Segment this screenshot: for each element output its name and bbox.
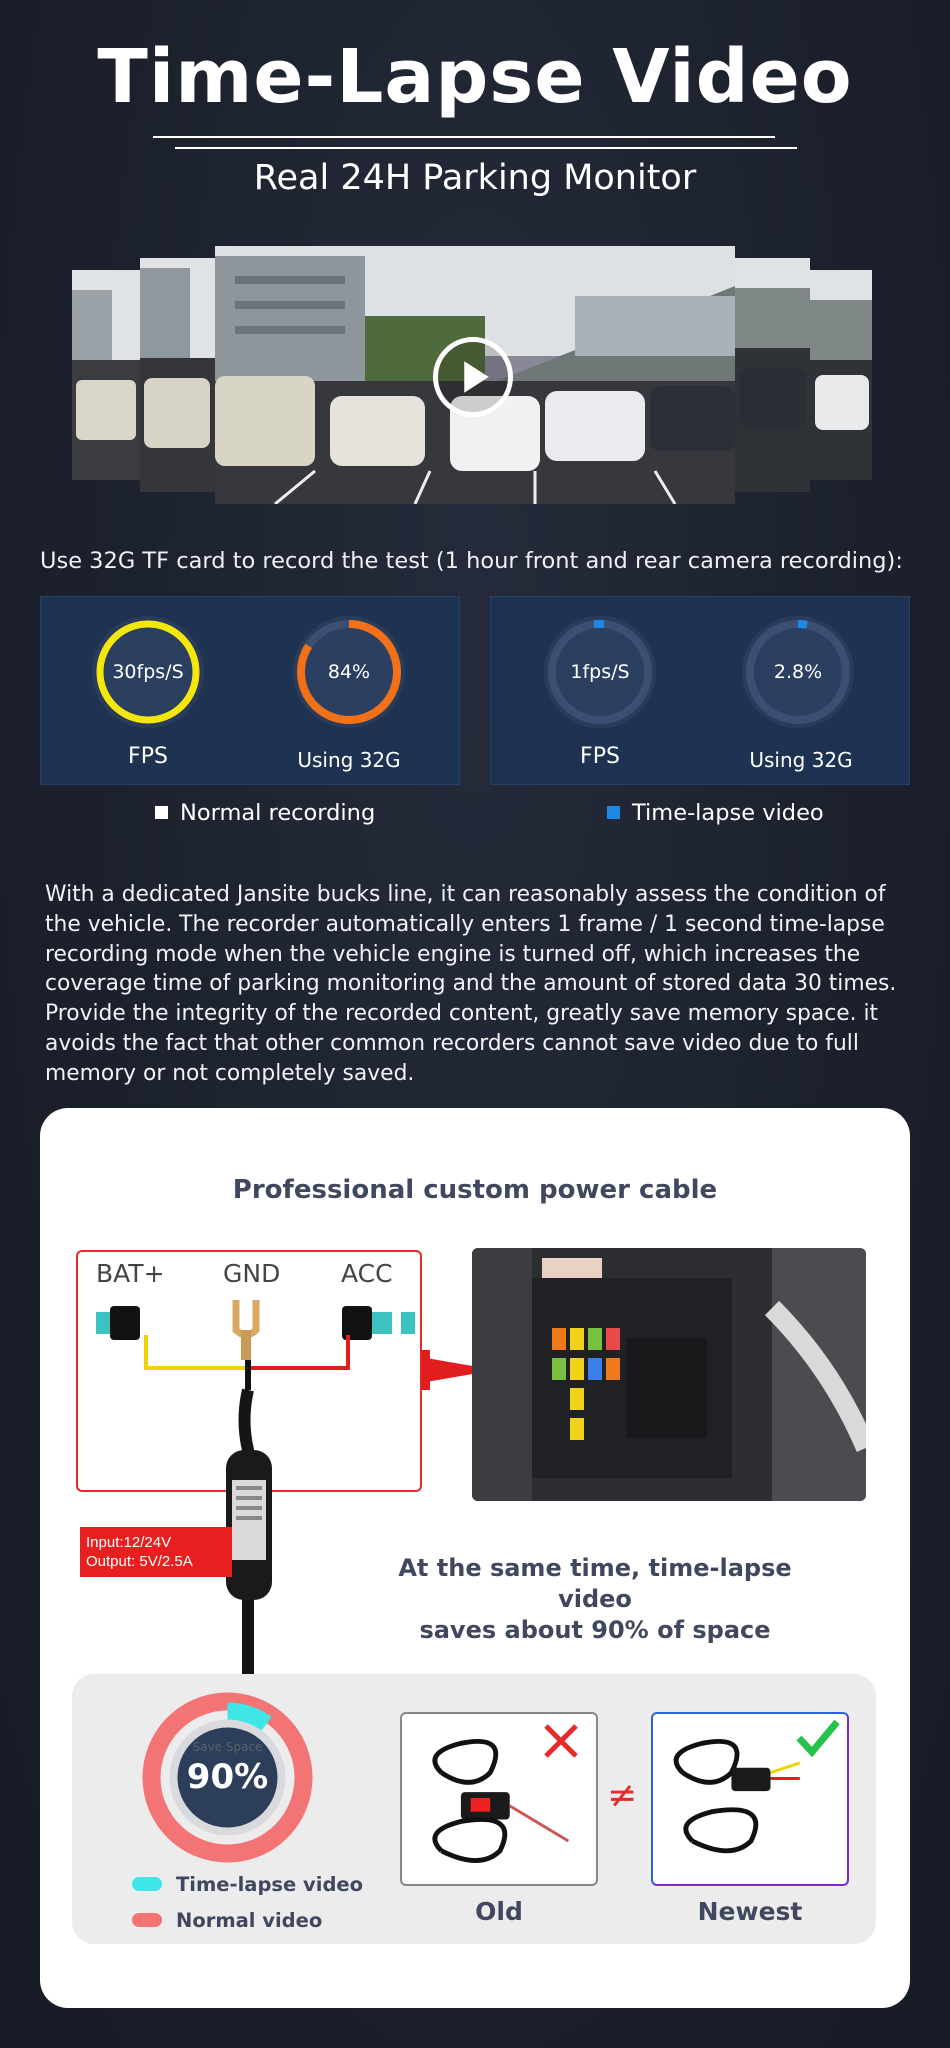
legend-normal-recording: [155, 800, 375, 826]
video-frame-right-far: [810, 270, 872, 480]
normal-fps-gauge: [88, 612, 208, 732]
power-spec-tag: [80, 1527, 232, 1577]
timelapse-usage-value: 2.8%: [773, 661, 823, 683]
green-check-icon: [795, 1716, 841, 1758]
timelapse-fps-value: 1fps/S: [570, 661, 630, 683]
title-divider-bottom: [175, 147, 797, 149]
page-title: Time-Lapse Video: [97, 34, 853, 120]
legend-timelapse: [607, 800, 824, 826]
red-x-icon: [542, 1722, 580, 1760]
page-subtitle: Real 24H Parking Monitor: [253, 158, 697, 198]
newest-label: Newest: [697, 1897, 803, 1926]
test-note: Use 32G TF card to record the test (1 hour front and rear camera recording):: [40, 548, 903, 574]
play-icon[interactable]: [433, 337, 513, 417]
legend-timelapse-label: Time-lapse video: [632, 800, 824, 826]
timelapse-fps-gauge: [540, 612, 660, 732]
bat-terminal-label: BAT+: [96, 1259, 165, 1288]
normal-usage-value: 84%: [327, 661, 371, 683]
legend-normal-video-label: Normal video: [176, 1909, 323, 1932]
timelapse-usage-label: Using 32G: [749, 748, 853, 772]
legend-normal-label: Normal recording: [180, 800, 376, 826]
pink-pill-icon: [132, 1913, 162, 1927]
donut-caption: Save Space: [192, 1740, 263, 1754]
space-saving-note: [370, 1553, 820, 1646]
spec-input: Input:12/24V: [86, 1534, 172, 1551]
legend-timelapse-video-label: Time-lapse video: [176, 1873, 364, 1896]
video-frame-right: [735, 258, 810, 492]
legend-timelapse-video: [132, 1873, 363, 1896]
not-equal-icon: ≠: [607, 1775, 638, 1816]
normal-fps-label: FPS: [128, 744, 168, 769]
normal-usage-gauge: [289, 612, 409, 732]
white-square-icon: [155, 806, 168, 819]
space-note-line2: saves about 90% of space: [419, 1616, 771, 1644]
power-cable-title: Professional custom power cable: [232, 1175, 718, 1205]
timelapse-usage-gauge: [738, 612, 858, 732]
legend-normal-video: [132, 1909, 322, 1932]
blue-square-icon: [607, 806, 620, 819]
video-frame-left: [140, 258, 215, 492]
gnd-terminal-label: GND: [223, 1259, 281, 1288]
space-note-line1: At the same time, time-lapse video: [398, 1554, 792, 1613]
normal-usage-label: Using 32G: [297, 748, 401, 772]
cyan-pill-icon: [132, 1877, 162, 1891]
title-divider-top: [153, 136, 775, 138]
car-fuse-box-photo: [472, 1248, 866, 1501]
space-saving-donut: [140, 1690, 315, 1865]
feature-description: With a dedicated Jansite bucks line, it can reasonably assess the condition of the vehicle. The recorder automatically enters 1 frame / 1 second time-lapse recording mode when the vehicle engine is turned off, which increases the coverage time of parking monitoring and the amount of stored data 30 times. Provide the integrity of the recorded content, greatly save memory space. it avoids the fact that other common recorders cannot save video due to full memory or not completely saved.: [45, 882, 897, 1086]
normal-fps-value: 30fps/S: [112, 661, 184, 683]
donut-value: 90%: [186, 1757, 269, 1797]
video-frame-left-far: [72, 270, 140, 480]
timelapse-fps-label: FPS: [580, 744, 620, 769]
old-label: Old: [475, 1897, 523, 1926]
acc-terminal-label: ACC: [341, 1259, 393, 1288]
spec-output: Output: 5V/2.5A: [86, 1553, 193, 1570]
